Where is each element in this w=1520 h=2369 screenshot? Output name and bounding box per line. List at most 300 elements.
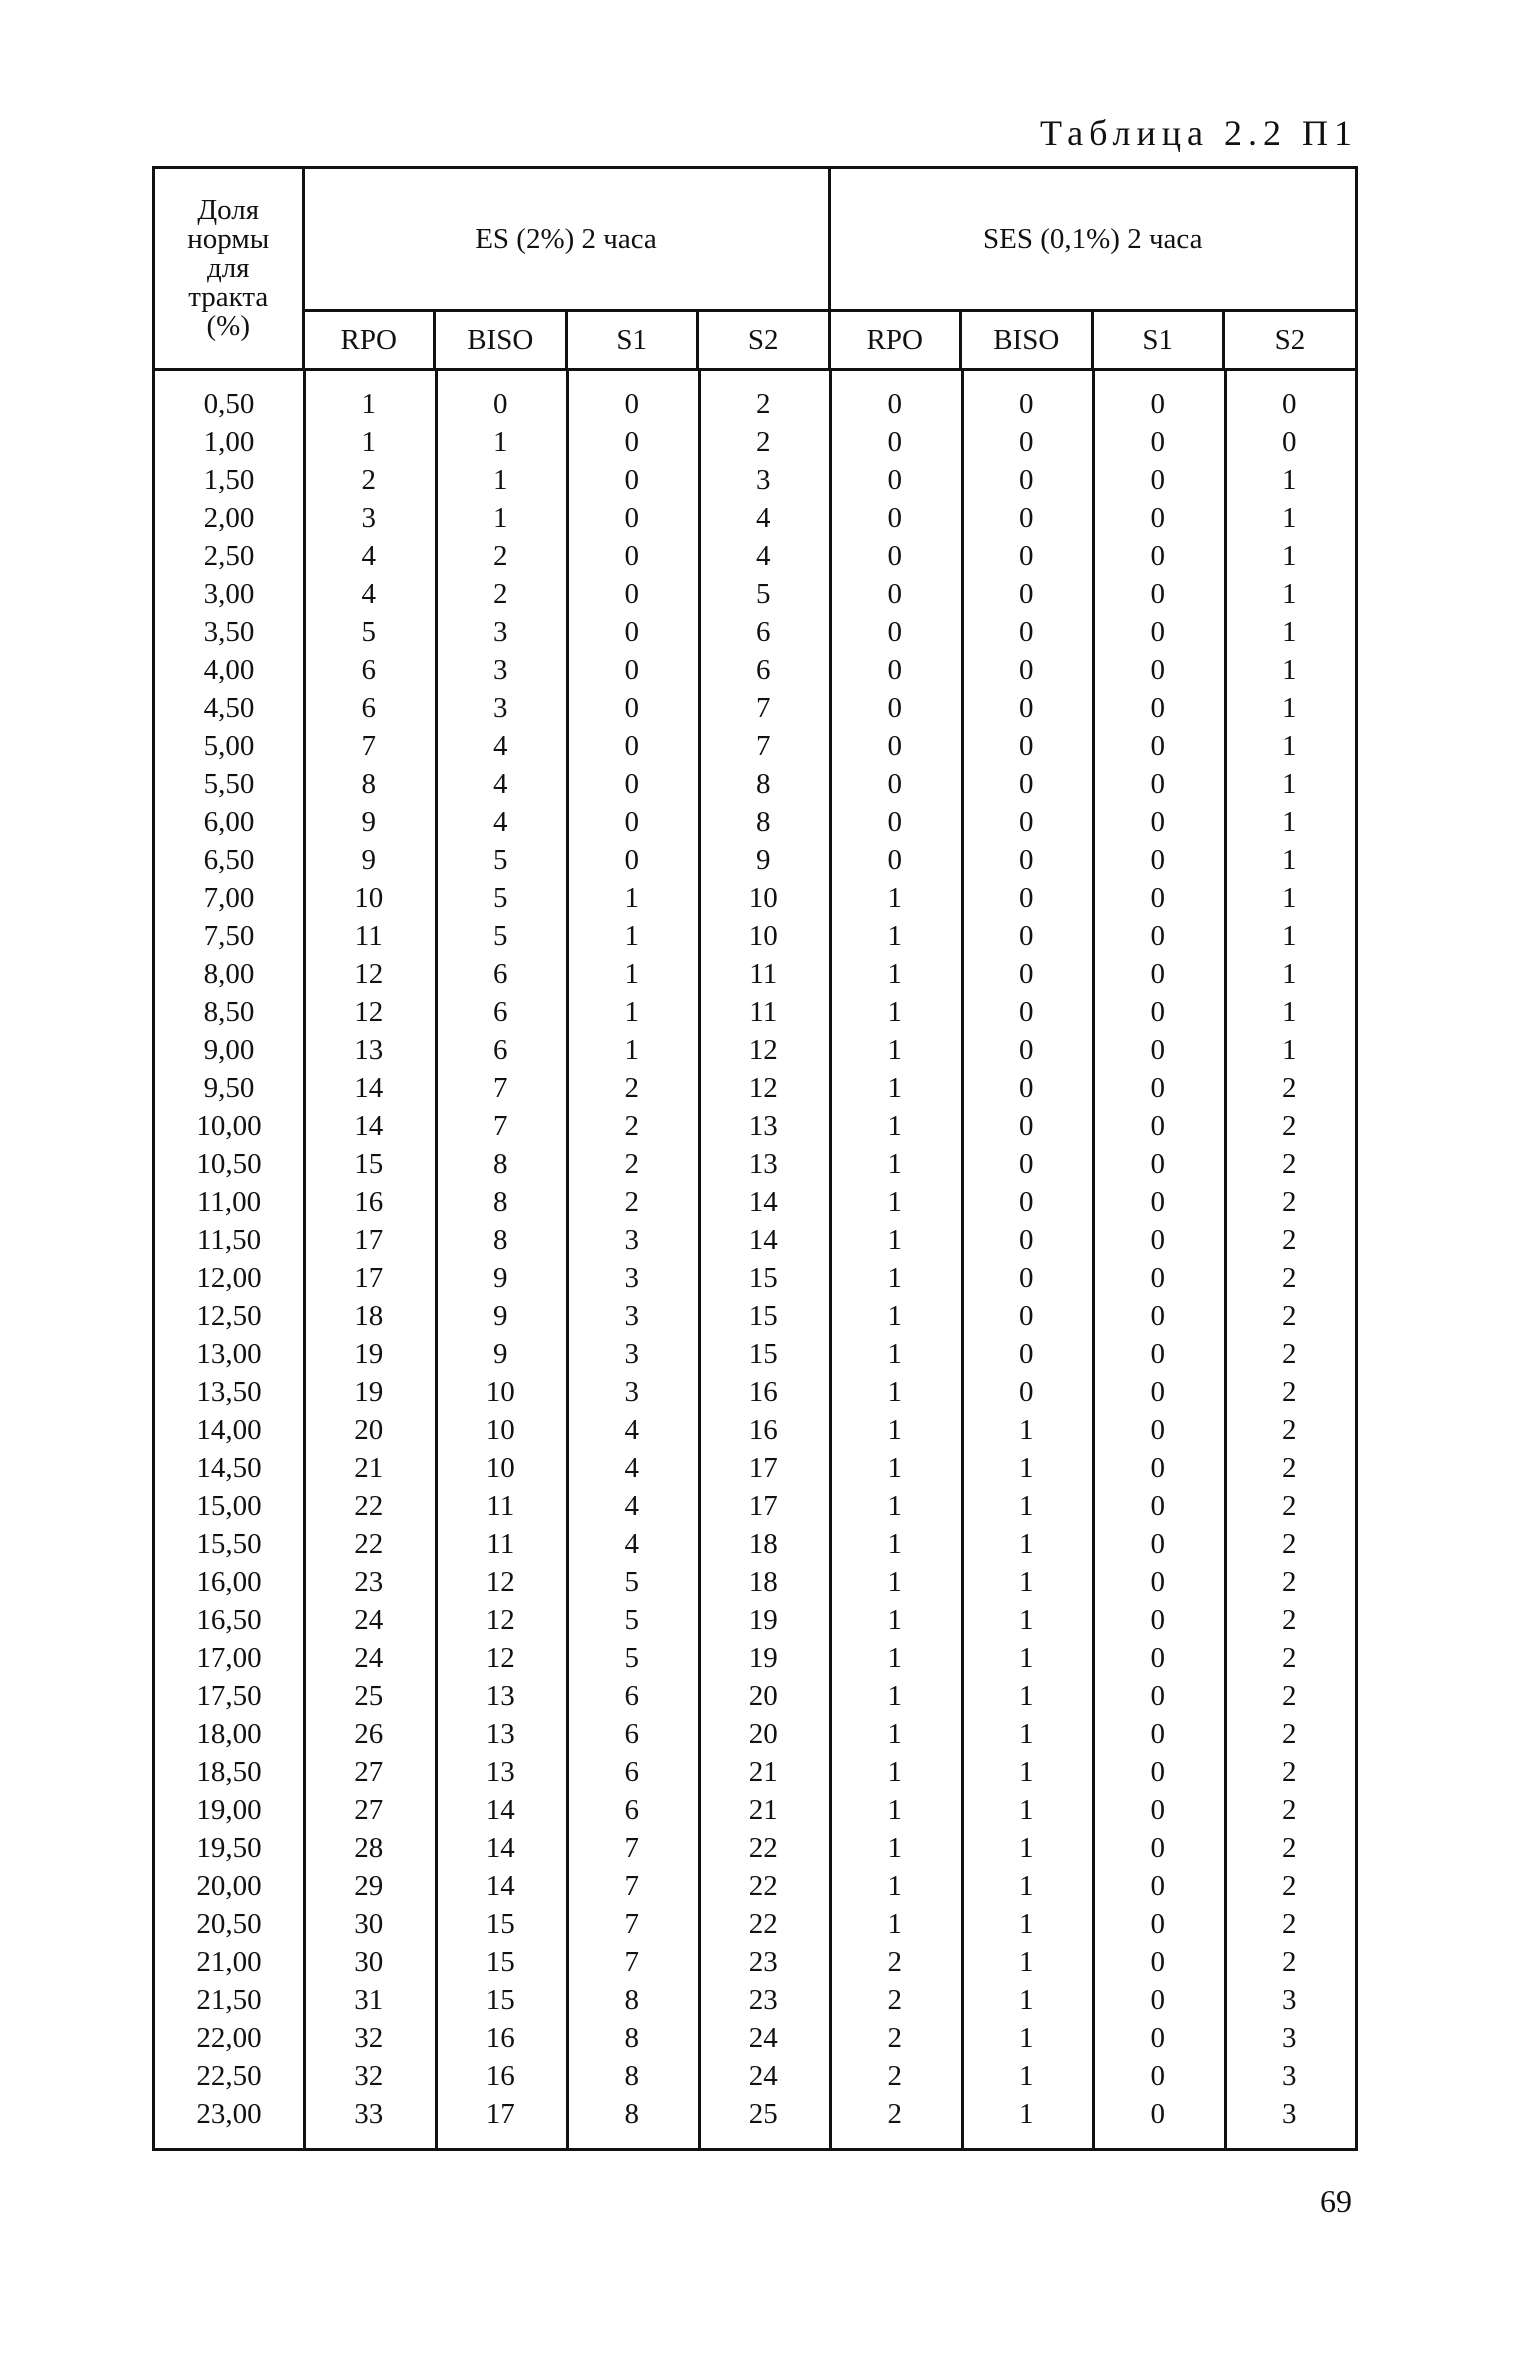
table-title: Таблица 2.2 П1 [1040, 113, 1358, 153]
table-cell: 22 [748, 1870, 778, 1902]
table-cell: 0 [1019, 1186, 1034, 1218]
table-cell: 7 [624, 1832, 639, 1864]
row-label-line: Доля [197, 194, 260, 226]
row-label-cell: 3,50 [203, 616, 255, 648]
row-label-cell: 8,00 [203, 958, 255, 990]
table-cell: 1 [1282, 1034, 1297, 1066]
row-label-cell: 23,00 [196, 2098, 262, 2130]
table-cell: 17 [354, 1224, 384, 1256]
table-cell: 3 [1282, 2060, 1297, 2092]
row-label-cell: 9,00 [203, 1034, 255, 1066]
table-cell: 1 [1282, 540, 1297, 572]
table-cell: 16 [485, 2060, 515, 2092]
table-cell: 4 [361, 540, 376, 572]
table-cell: 8 [493, 1224, 508, 1256]
row-label-cell: 22,00 [196, 2022, 262, 2054]
table-cell: 6 [493, 958, 508, 990]
table-cell: 3 [493, 654, 508, 686]
table-cell: 9 [361, 844, 376, 876]
table-cell: 9 [493, 1300, 508, 1332]
column-header: S2 [1224, 311, 1356, 370]
row-label-cell: 21,50 [196, 1984, 262, 2016]
row-label-cell: 5,00 [203, 730, 255, 762]
table-cell: 1 [1282, 654, 1297, 686]
table-cell: 4 [624, 1528, 639, 1560]
row-label-cell: 16,00 [196, 1566, 262, 1598]
table-cell: 23 [748, 1984, 778, 2016]
table-cell: 0 [1150, 388, 1165, 420]
table-cell: 0 [1019, 502, 1034, 534]
table-cell: 0 [1150, 502, 1165, 534]
table-cell: 0 [1150, 1376, 1165, 1408]
table-cell: 10 [748, 882, 778, 914]
table-cell: 10 [485, 1414, 515, 1446]
table-cell: 0 [1150, 882, 1165, 914]
table-cell: 0 [887, 540, 902, 572]
table-cell: 8 [624, 1984, 639, 2016]
column-divider [1092, 369, 1095, 2148]
table-cell: 15 [748, 1338, 778, 1370]
table-cell: 8 [756, 806, 771, 838]
row-label-cell: 17,00 [196, 1642, 262, 1674]
table-cell: 2 [1282, 1680, 1297, 1712]
table-cell: 1 [887, 1870, 902, 1902]
table-cell: 6 [493, 1034, 508, 1066]
column-header: BISO [961, 311, 1093, 370]
row-label-cell: 7,50 [203, 920, 255, 952]
table-cell: 16 [354, 1186, 384, 1218]
table-cell: 3 [624, 1338, 639, 1370]
row-label-cell: 8,50 [203, 996, 255, 1028]
table-cell: 0 [1019, 920, 1034, 952]
table-cell: 0 [1150, 1148, 1165, 1180]
table-cell: 8 [624, 2098, 639, 2130]
column-divider [566, 369, 569, 2148]
table-cell: 3 [624, 1224, 639, 1256]
table-cell: 0 [1019, 464, 1034, 496]
table-cell: 1 [887, 996, 902, 1028]
table-cell: 0 [1150, 1224, 1165, 1256]
table-cell: 24 [748, 2060, 778, 2092]
table-cell: 32 [354, 2022, 384, 2054]
table-cell: 0 [1150, 1718, 1165, 1750]
table-cell: 24 [748, 2022, 778, 2054]
table-cell: 14 [485, 1794, 515, 1826]
table-cell: 1 [1019, 1718, 1034, 1750]
table-cell: 7 [624, 1946, 639, 1978]
row-label-cell: 10,00 [196, 1110, 262, 1142]
table-cell: 2 [1282, 1870, 1297, 1902]
table-cell: 0 [887, 616, 902, 648]
table-cell: 30 [354, 1946, 384, 1978]
table-cell: 1 [887, 920, 902, 952]
table-cell: 2 [756, 426, 771, 458]
table-cell: 21 [748, 1756, 778, 1788]
table-cell: 8 [493, 1148, 508, 1180]
table-cell: 13 [354, 1034, 384, 1066]
table-cell: 1 [887, 1034, 902, 1066]
table-cell: 0 [624, 806, 639, 838]
row-label-cell: 4,50 [203, 692, 255, 724]
table-cell: 15 [485, 1946, 515, 1978]
table-cell: 9 [756, 844, 771, 876]
table-cell: 0 [1019, 1072, 1034, 1104]
table-cell: 8 [756, 768, 771, 800]
table-cell: 19 [354, 1376, 384, 1408]
table-cell: 4 [756, 502, 771, 534]
table-cell: 0 [887, 388, 902, 420]
table-cell: 0 [1150, 1528, 1165, 1560]
table-cell: 0 [1150, 1604, 1165, 1636]
table-cell: 29 [354, 1870, 384, 1902]
row-label-cell: 16,50 [196, 1604, 262, 1636]
table-cell: 0 [1150, 806, 1165, 838]
table-cell: 1 [1019, 1756, 1034, 1788]
table-cell: 3 [1282, 2098, 1297, 2130]
table-cell: 1 [1019, 2098, 1034, 2130]
table-cell: 0 [624, 502, 639, 534]
table-cell: 10 [748, 920, 778, 952]
page-number: 69 [1320, 2183, 1352, 2219]
table-cell: 1 [1282, 882, 1297, 914]
row-label-cell: 2,00 [203, 502, 255, 534]
table-cell: 0 [1019, 616, 1034, 648]
table-cell: 2 [1282, 1908, 1297, 1940]
table-cell: 1 [887, 1338, 902, 1370]
table-cell: 10 [354, 882, 384, 914]
table-cell: 2 [1282, 1376, 1297, 1408]
table-cell: 1 [1282, 806, 1297, 838]
table-cell: 20 [748, 1680, 778, 1712]
table-cell: 2 [1282, 1832, 1297, 1864]
table-cell: 0 [1019, 882, 1034, 914]
table-cell: 7 [493, 1110, 508, 1142]
table-cell: 5 [624, 1566, 639, 1598]
table-cell: 0 [1150, 1186, 1165, 1218]
table-cell: 18 [748, 1528, 778, 1560]
table-cell: 14 [748, 1186, 778, 1218]
column-divider [1224, 369, 1227, 2148]
table-cell: 4 [361, 578, 376, 610]
table-cell: 0 [493, 388, 508, 420]
table-cell: 12 [354, 996, 384, 1028]
table-cell: 5 [624, 1604, 639, 1636]
table-cell: 22 [748, 1832, 778, 1864]
table-cell: 0 [1019, 844, 1034, 876]
table-cell: 8 [361, 768, 376, 800]
table-cell: 32 [354, 2060, 384, 2092]
table-cell: 1 [1282, 502, 1297, 534]
table-cell: 0 [1150, 1832, 1165, 1864]
table-cell: 1 [1282, 616, 1297, 648]
table-cell: 4 [493, 806, 508, 838]
table-cell: 9 [493, 1338, 508, 1370]
row-label-cell: 18,00 [196, 1718, 262, 1750]
row-label-cell: 4,00 [203, 654, 255, 686]
table-cell: 5 [624, 1642, 639, 1674]
row-label-cell: 13,50 [196, 1376, 262, 1408]
table-cell: 0 [887, 768, 902, 800]
table-cell: 1 [1019, 1908, 1034, 1940]
table-cell: 0 [1019, 692, 1034, 724]
table-cell: 18 [354, 1300, 384, 1332]
table-cell: 22 [354, 1490, 384, 1522]
table-cell: 2 [887, 1984, 902, 2016]
table-cell: 0 [887, 844, 902, 876]
table-cell: 28 [354, 1832, 384, 1864]
table-cell: 0 [1150, 1300, 1165, 1332]
table-cell: 33 [354, 2098, 384, 2130]
table-cell: 13 [748, 1148, 778, 1180]
table-cell: 0 [1150, 768, 1165, 800]
table-cell: 0 [1150, 1034, 1165, 1066]
table-cell: 6 [361, 654, 376, 686]
table-cell: 1 [887, 1110, 902, 1142]
table-cell: 17 [485, 2098, 515, 2130]
table-cell: 1 [887, 1680, 902, 1712]
table-cell: 1 [1282, 920, 1297, 952]
table-cell: 0 [1019, 1034, 1034, 1066]
table-cell: 2 [1282, 1224, 1297, 1256]
table-cell: 2 [1282, 1338, 1297, 1370]
table-cell: 0 [1150, 730, 1165, 762]
data-table [152, 166, 1358, 2151]
table-cell: 3 [493, 692, 508, 724]
table-cell: 14 [748, 1224, 778, 1256]
table-cell: 0 [624, 768, 639, 800]
table-cell: 1 [887, 1908, 902, 1940]
column-divider [435, 369, 438, 2148]
table-cell: 11 [354, 920, 383, 952]
table-cell: 2 [1282, 1300, 1297, 1332]
table-cell: 8 [624, 2060, 639, 2092]
table-cell: 1 [887, 1832, 902, 1864]
table-cell: 2 [1282, 1528, 1297, 1560]
table-cell: 1 [887, 958, 902, 990]
table-cell: 1 [1282, 768, 1297, 800]
table-cell: 0 [1150, 958, 1165, 990]
table-cell: 7 [493, 1072, 508, 1104]
column-header: BISO [435, 311, 567, 370]
table-cell: 6 [624, 1756, 639, 1788]
table-cell: 4 [624, 1490, 639, 1522]
table-cell: 0 [887, 464, 902, 496]
table-cell: 0 [1019, 654, 1034, 686]
table-cell: 13 [485, 1680, 515, 1712]
table-cell: 19 [748, 1642, 778, 1674]
table-cell: 0 [1019, 1262, 1034, 1294]
table-cell: 3 [624, 1262, 639, 1294]
table-cell: 0 [1019, 1224, 1034, 1256]
table-cell: 1 [1282, 958, 1297, 990]
table-cell: 0 [887, 426, 902, 458]
table-cell: 25 [748, 2098, 778, 2130]
table-cell: 4 [493, 730, 508, 762]
row-label-cell: 18,50 [196, 1756, 262, 1788]
row-label-cell: 20,50 [196, 1908, 262, 1940]
table-cell: 2 [1282, 1642, 1297, 1674]
table-cell: 0 [1150, 1566, 1165, 1598]
table-cell: 7 [756, 730, 771, 762]
column-header: S1 [566, 311, 698, 370]
table-cell: 24 [354, 1604, 384, 1636]
table-cell: 2 [1282, 1110, 1297, 1142]
table-cell: 7 [624, 1908, 639, 1940]
table-cell: 0 [1150, 996, 1165, 1028]
table-cell: 1 [361, 426, 376, 458]
table-cell: 17 [354, 1262, 384, 1294]
table-cell: 14 [485, 1832, 515, 1864]
table-cell: 1 [1282, 996, 1297, 1028]
table-cell: 1 [1282, 844, 1297, 876]
table-cell: 14 [354, 1072, 384, 1104]
table-cell: 6 [624, 1718, 639, 1750]
row-label-cell: 6,00 [203, 806, 255, 838]
row-label-cell: 15,50 [196, 1528, 262, 1560]
table-cell: 1 [1019, 1832, 1034, 1864]
table-cell: 0 [624, 464, 639, 496]
table-cell: 2 [624, 1148, 639, 1180]
table-cell: 19 [354, 1338, 384, 1370]
row-label-cell: 2,50 [203, 540, 255, 572]
column-divider [698, 369, 701, 2148]
table-cell: 13 [485, 1756, 515, 1788]
table-cell: 0 [1019, 996, 1034, 1028]
table-cell: 22 [748, 1908, 778, 1940]
row-label-cell: 10,50 [196, 1148, 262, 1180]
table-cell: 1 [624, 1034, 639, 1066]
table-cell: 0 [624, 730, 639, 762]
table-cell: 15 [748, 1300, 778, 1332]
table-cell: 3 [361, 502, 376, 534]
table-cell: 0 [1282, 388, 1297, 420]
table-cell: 7 [361, 730, 376, 762]
table-cell: 0 [1019, 578, 1034, 610]
row-label-cell: 1,00 [203, 426, 255, 458]
table-cell: 0 [1019, 1110, 1034, 1142]
table-cell: 0 [1019, 426, 1034, 458]
table-cell: 0 [887, 502, 902, 534]
table-cell: 1 [887, 1186, 902, 1218]
table-cell: 21 [748, 1794, 778, 1826]
table-cell: 0 [1150, 464, 1165, 496]
row-label-cell: 9,50 [203, 1072, 255, 1104]
table-cell: 0 [887, 730, 902, 762]
table-cell: 0 [624, 844, 639, 876]
column-header: RPO [829, 311, 961, 370]
table-cell: 13 [748, 1110, 778, 1142]
table-cell: 1 [887, 1148, 902, 1180]
table-cell: 20 [748, 1718, 778, 1750]
table-cell: 2 [756, 388, 771, 420]
table-cell: 11 [749, 996, 778, 1028]
table-cell: 9 [361, 806, 376, 838]
table-cell: 0 [624, 426, 639, 458]
table-cell: 23 [748, 1946, 778, 1978]
row-label-cell: 22,50 [196, 2060, 262, 2092]
table-cell: 1 [887, 1528, 902, 1560]
group-header-ses: SES (0,1%) 2 часа [829, 169, 1355, 311]
table-cell: 8 [624, 2022, 639, 2054]
table-cell: 2 [1282, 1452, 1297, 1484]
table-cell: 12 [748, 1072, 778, 1104]
table-cell: 0 [1019, 806, 1034, 838]
table-cell: 3 [756, 464, 771, 496]
table-cell: 0 [1019, 958, 1034, 990]
table-cell: 16 [748, 1376, 778, 1408]
table-cell: 4 [624, 1414, 639, 1446]
table-cell: 1 [887, 1604, 902, 1636]
table-cell: 16 [485, 2022, 515, 2054]
table-cell: 2 [887, 2060, 902, 2092]
table-cell: 1 [1019, 1642, 1034, 1674]
table-cell: 11 [486, 1490, 515, 1522]
table-cell: 2 [361, 464, 376, 496]
table-cell: 30 [354, 1908, 384, 1940]
table-cell: 2 [1282, 1756, 1297, 1788]
table-cell: 2 [887, 2022, 902, 2054]
table-cell: 2 [624, 1186, 639, 1218]
column-divider [961, 369, 964, 2148]
table-cell: 27 [354, 1794, 384, 1826]
row-label-cell: 14,50 [196, 1452, 262, 1484]
table-cell: 0 [1150, 2022, 1165, 2054]
table-cell: 1 [1019, 1414, 1034, 1446]
table-cell: 3 [624, 1376, 639, 1408]
table-cell: 12 [354, 958, 384, 990]
table-cell: 1 [1019, 1604, 1034, 1636]
table-cell: 16 [748, 1414, 778, 1446]
table-cell: 1 [887, 1300, 902, 1332]
row-label-cell: 7,00 [203, 882, 255, 914]
table-cell: 2 [624, 1110, 639, 1142]
table-cell: 0 [1150, 1262, 1165, 1294]
table-cell: 6 [756, 616, 771, 648]
table-cell: 1 [887, 1452, 902, 1484]
table-cell: 0 [1150, 1072, 1165, 1104]
table-cell: 0 [1150, 1794, 1165, 1826]
row-label-cell: 11,00 [196, 1186, 262, 1218]
table-cell: 0 [1150, 2098, 1165, 2130]
row-label-line: нормы [187, 223, 270, 255]
table-cell: 0 [624, 692, 639, 724]
table-cell: 0 [887, 654, 902, 686]
row-label-cell: 19,50 [196, 1832, 262, 1864]
table-cell: 12 [485, 1642, 515, 1674]
table-cell: 11 [749, 958, 778, 990]
table-cell: 1 [1019, 2022, 1034, 2054]
table-cell: 1 [361, 388, 376, 420]
row-label-cell: 21,00 [196, 1946, 262, 1978]
table-header [155, 169, 1355, 370]
group-header-es: ES (2%) 2 часа [303, 169, 829, 311]
table-cell: 1 [887, 1718, 902, 1750]
table-cell: 11 [486, 1528, 515, 1560]
column-dividers [155, 369, 1355, 2148]
table-cell: 2 [1282, 1148, 1297, 1180]
table-cell: 0 [1019, 1338, 1034, 1370]
table-cell: 14 [485, 1870, 515, 1902]
table-cell: 6 [624, 1680, 639, 1712]
table-cell: 0 [1150, 578, 1165, 610]
table-cell: 1 [624, 882, 639, 914]
row-label-line: (%) [206, 310, 250, 342]
table-cell: 0 [1019, 388, 1034, 420]
table-cell: 22 [354, 1528, 384, 1560]
table-cell: 9 [493, 1262, 508, 1294]
table-cell: 0 [1150, 1984, 1165, 2016]
table-cell: 3 [624, 1300, 639, 1332]
